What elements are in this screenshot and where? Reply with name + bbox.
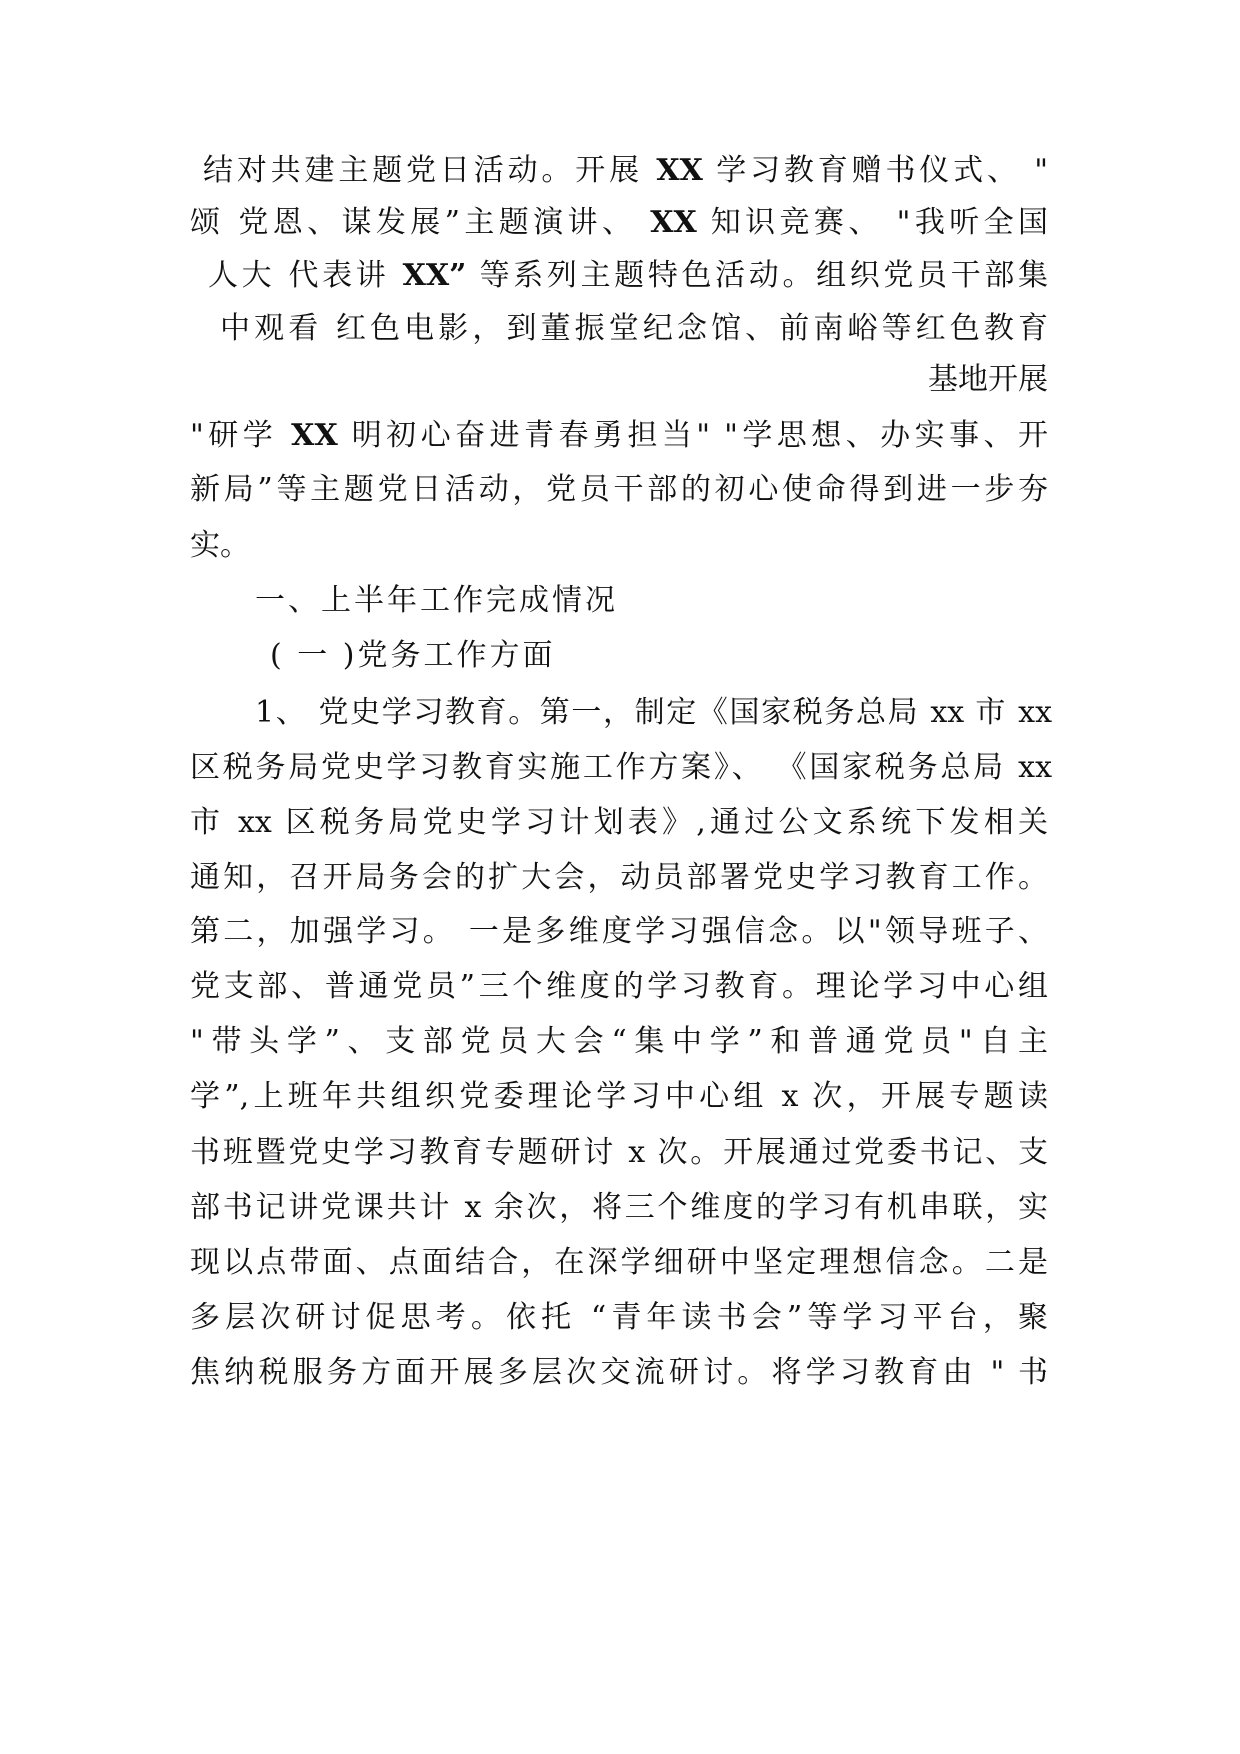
text-line: 书班暨党史学习教育专题研讨 x 次。开展通过党委书记、支 [190,1135,1048,1170]
text-line: 部书记讲党课共计 x 余次，将三个维度的学习有机串联，实 [190,1190,1048,1225]
text-line: 多层次研讨促思考。依托 “青年读书会”等学习平台，聚 [190,1300,1048,1335]
text-line: 现以点带面、点面结合，在深学细研中坚定理想信念。二是 [190,1245,1048,1280]
text-line: 区税务局党史学习教育实施工作方案》、 《国家税务总局 xx [190,750,1052,785]
section-heading: 一、上半年工作完成情况 [255,583,618,618]
text-line: 1、 党史学习教育。第一，制定《国家税务总局 xx 市 xx [255,695,1052,730]
text-line: 学”,上班年共组织党委理论学习中心组 x 次，开展专题读 [190,1079,1048,1114]
text-line: 党支部、普通党员”三个维度的学习教育。理论学习中心组 [190,969,1048,1004]
text-line: 通知，召开局务会的扩大会，动员部署党史学习教育工作。 [190,860,1048,895]
text-line: 颂 党恩、谋发展”主题演讲、 XX 知识竞赛、 "我听全国 [190,205,1048,240]
text-line: 第二，加强学习。 一是多维度学习强信念。以"领导班子、 [190,914,1048,949]
text-line: 结对共建主题党日活动。开展 XX 学习教育赠书仪式、 " [203,153,1048,188]
text-line: 基地开展 [928,362,1048,397]
text-line: 实。 [190,528,250,563]
subsection-heading: ( 一 )党务工作方面 [270,638,556,673]
text-line: 中观看 红色电影，到董振堂纪念馆、前南峪等红色教育 [220,311,1048,346]
text-line: "带头学”、支部党员大会“集中学”和普通党员"自主 [190,1024,1048,1059]
text-line: 焦纳税服务方面开展多层次交流研讨。将学习教育由 " 书 [190,1355,1048,1390]
text-line: 人大 代表讲 XX” 等系列主题特色活动。组织党员干部集 [208,258,1048,293]
text-line: 市 xx 区税务局党史学习计划表》,通过公文系统下发相关 [190,805,1048,840]
text-line: 新局”等主题党日活动，党员干部的初心使命得到进一步夯 [190,472,1048,507]
text-line: "研学 XX 明初心奋进青春勇担当" "学思想、办实事、开 [190,418,1048,453]
